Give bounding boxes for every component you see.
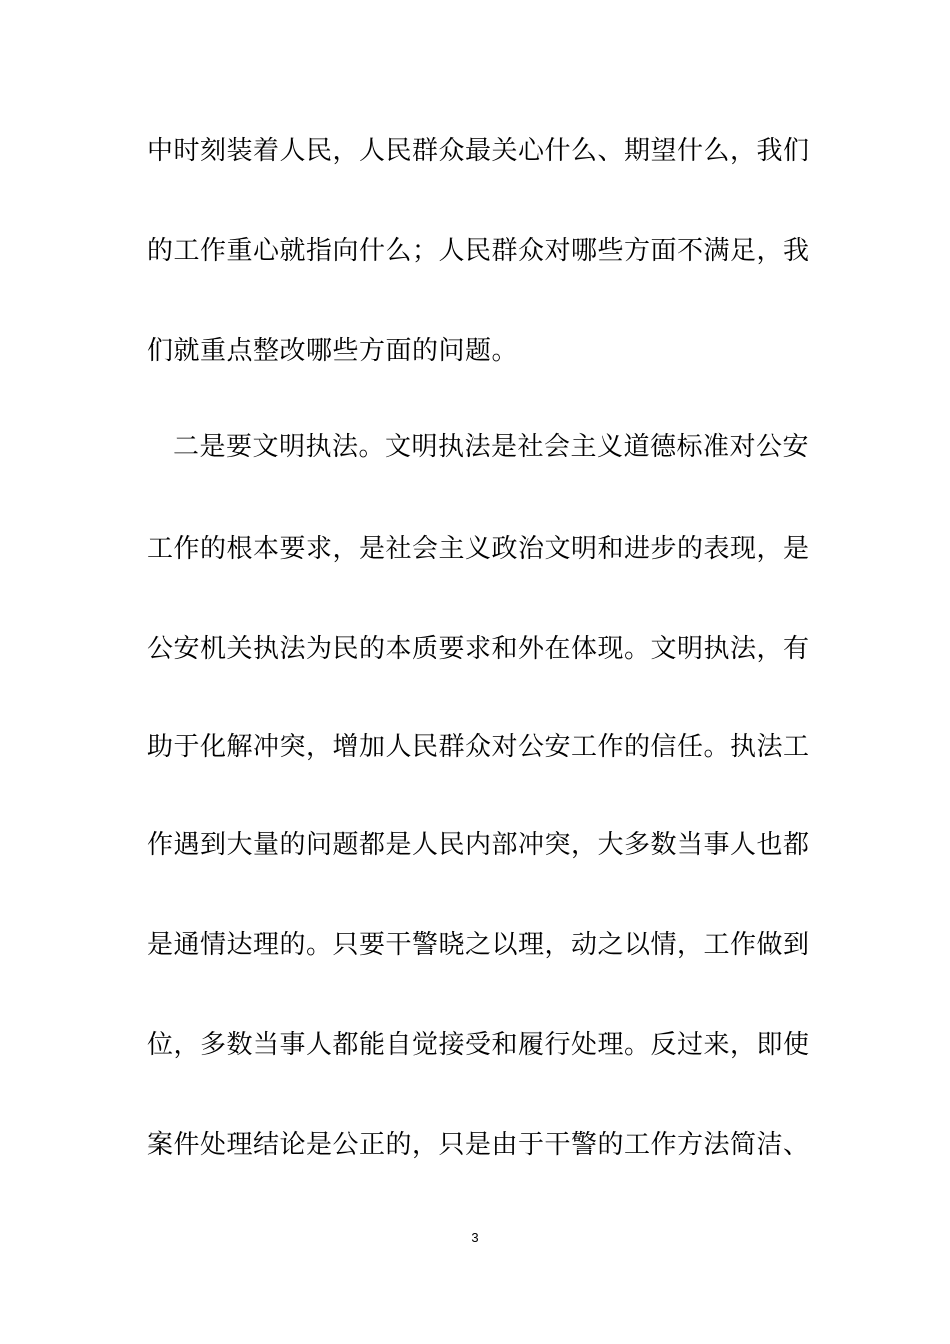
text-line: 们就重点整改哪些方面的问题。: [147, 336, 519, 366]
paragraph-first-line: 二是要文明执法。文明执法是社会主义道德标准对公安: [173, 432, 810, 462]
text-line: 的工作重心就指向什么；人民群众对哪些方面不满足，我: [147, 236, 810, 266]
text-line: 案件处理结论是公正的，只是由于干警的工作方法简洁、: [147, 1130, 810, 1160]
text-line: 中时刻装着人民，人民群众最关心什么、期望什么，我们: [147, 136, 810, 166]
text-line: 助于化解冲突，增加人民群众对公安工作的信任。执法工: [147, 732, 810, 762]
text-line: 公安机关执法为民的本质要求和外在体现。文明执法，有: [147, 634, 810, 664]
text-line: 作遇到大量的问题都是人民内部冲突，大多数当事人也都: [147, 830, 810, 860]
text-line: 是通情达理的。只要干警晓之以理，动之以情，工作做到: [147, 930, 810, 960]
text-line: 工作的根本要求，是社会主义政治文明和进步的表现，是: [147, 534, 810, 564]
page-number: 3: [471, 1230, 479, 1245]
text-line: 位，多数当事人都能自觉接受和履行处理。反过来，即使: [147, 1030, 810, 1060]
